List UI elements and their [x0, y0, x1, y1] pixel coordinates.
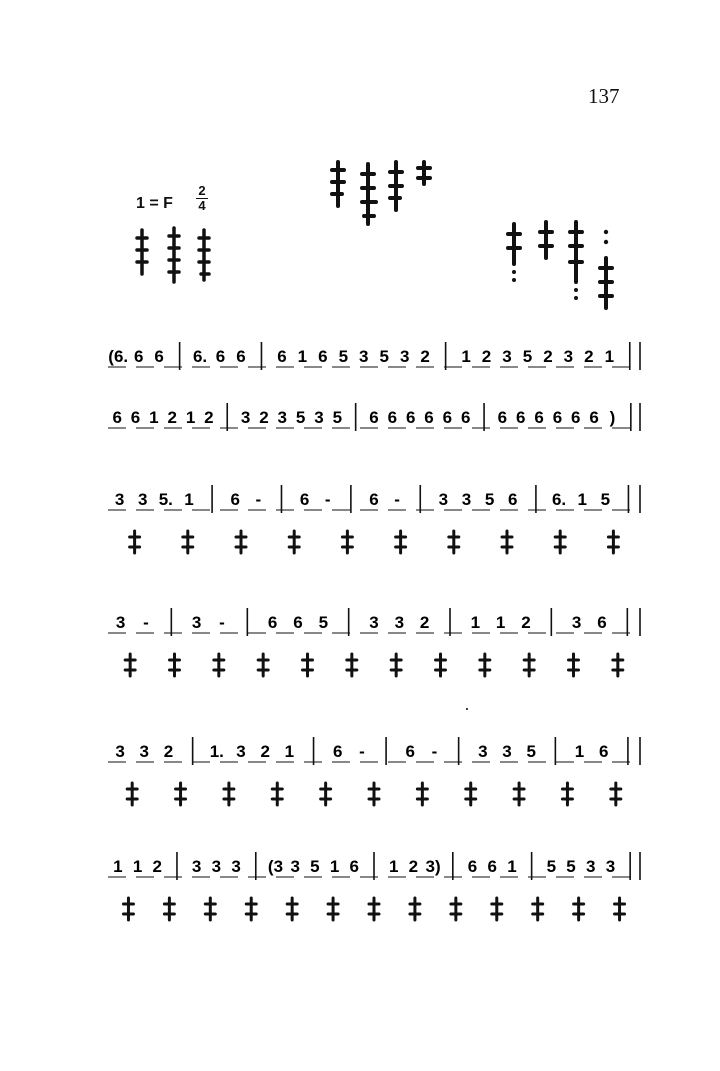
- time-signature-top: 2: [198, 183, 206, 198]
- score-note: 3: [236, 742, 246, 761]
- score-note: 3: [191, 613, 202, 632]
- lyric-glyph: [466, 783, 476, 805]
- score-note: 2: [481, 347, 492, 366]
- score-note: 5: [522, 347, 533, 366]
- lyric-glyph: [369, 783, 379, 805]
- lyric-glyph: [396, 531, 406, 553]
- score-note: 3: [478, 742, 488, 761]
- score-note: 1: [184, 490, 194, 509]
- score-note: 6: [387, 408, 398, 427]
- score-note: 6: [598, 742, 609, 761]
- score-note: (3: [267, 857, 284, 876]
- score-note: 2: [260, 742, 270, 761]
- score-note: 2: [420, 347, 430, 366]
- score-note: 1: [149, 408, 159, 427]
- score-note: 6: [487, 857, 497, 876]
- score-note: 3: [359, 347, 369, 366]
- score-note: 3: [369, 613, 379, 632]
- score-note: 1: [470, 613, 481, 632]
- score-note: 1: [284, 742, 295, 761]
- lyric-glyph: [562, 783, 572, 805]
- score-note: 1: [577, 490, 587, 509]
- score-note: 5: [338, 347, 349, 366]
- score-note: 3: [571, 613, 582, 632]
- score-note: 6: [230, 490, 240, 509]
- score-note: 6: [112, 408, 122, 427]
- score-note: 6: [318, 347, 328, 366]
- lyric-glyph: [183, 531, 193, 553]
- score-note: 3: [605, 857, 616, 876]
- score-note: 1: [461, 347, 471, 366]
- score-note: 3: [394, 613, 405, 632]
- lyric-glyph: [611, 783, 621, 805]
- score-note: 2: [167, 408, 177, 427]
- score-note: 3: [115, 613, 126, 632]
- lyric-glyph: [524, 654, 534, 676]
- lyric-glyph: [574, 898, 584, 920]
- lyric-glyph: [164, 898, 174, 920]
- score-note: 3: [461, 490, 472, 509]
- lyric-glyph: [436, 654, 446, 676]
- lyric-glyph: [205, 898, 215, 920]
- score-note: 6: [293, 613, 303, 632]
- score-note: -: [359, 742, 365, 761]
- score-note: 3: [211, 857, 222, 876]
- lyric-glyph: [492, 898, 502, 920]
- lyric-glyph: [514, 783, 524, 805]
- score-note: 6: [130, 408, 141, 427]
- lyric-glyph: [391, 654, 401, 676]
- score-note: 6: [277, 347, 287, 366]
- score-note: 6: [442, 408, 453, 427]
- score-note: 2: [543, 347, 553, 366]
- score-note: 1: [132, 857, 143, 876]
- score-note: 3: [586, 857, 596, 876]
- lyric-glyph: [342, 531, 352, 553]
- page-number: 137: [588, 84, 620, 108]
- lyric-glyph: [613, 654, 623, 676]
- lyric-glyph: [125, 654, 135, 676]
- score-note: -: [324, 490, 331, 509]
- score-note: 6: [571, 408, 581, 427]
- score-note: ): [609, 408, 616, 427]
- lyric-glyph: [289, 531, 299, 553]
- score-note: 1: [113, 857, 123, 876]
- score-note: 5: [546, 857, 557, 876]
- score-note: 1: [495, 613, 506, 632]
- score-note: 1: [388, 857, 399, 876]
- lyric-glyph: [480, 654, 490, 676]
- lyric-glyph: [272, 783, 282, 805]
- score-note: 2: [204, 408, 214, 427]
- score-note: 3): [425, 857, 441, 876]
- lyric-glyph: [123, 898, 133, 920]
- score-note: 1: [297, 347, 308, 366]
- score-note: 5: [379, 347, 389, 366]
- score-note: 6.: [192, 347, 208, 366]
- score-note: 2: [259, 408, 269, 427]
- score-note: 3: [191, 857, 202, 876]
- stray-dot: [466, 708, 468, 710]
- score-note: 5: [600, 490, 611, 509]
- lyric-glyph: [615, 898, 625, 920]
- score-note: 6: [369, 408, 379, 427]
- score-note: 3: [399, 347, 410, 366]
- lyric-glyph: [176, 783, 186, 805]
- score-note: 5: [566, 857, 576, 876]
- lyric-glyph: [569, 654, 579, 676]
- lyric-glyph: [328, 898, 338, 920]
- score-note: 3: [231, 857, 241, 876]
- lyric-glyph: [303, 654, 313, 676]
- score-note: 2: [152, 857, 162, 876]
- score-note: 3: [240, 408, 251, 427]
- lyric-glyph: [410, 898, 420, 920]
- score-note: 6: [534, 408, 544, 427]
- lyric-glyph: [246, 898, 256, 920]
- score-note: -: [431, 742, 438, 761]
- score-note: 6: [508, 490, 518, 509]
- score-note: 5: [484, 490, 495, 509]
- score-note: 6: [215, 347, 226, 366]
- score-note: 1: [604, 347, 615, 366]
- score-note: 5: [318, 613, 329, 632]
- score-note: 6: [133, 347, 144, 366]
- lyric-glyph: [224, 783, 234, 805]
- lyric-glyph: [369, 898, 379, 920]
- score-note: 6: [589, 408, 599, 427]
- score-note: 1: [185, 408, 196, 427]
- score-note: 5: [526, 742, 536, 761]
- score-note: -: [394, 490, 400, 509]
- score-note: 1: [329, 857, 340, 876]
- score-note: 6: [267, 613, 278, 632]
- score-note: 3: [438, 490, 449, 509]
- score-note: 3: [502, 347, 512, 366]
- score-note: 3: [139, 742, 150, 761]
- score-note: -: [219, 613, 225, 632]
- score-note: 6: [460, 408, 471, 427]
- score-note: 6: [299, 490, 310, 509]
- lyric-glyph: [236, 531, 246, 553]
- score-note: 6: [467, 857, 478, 876]
- lyric-glyph: [214, 654, 224, 676]
- score-note: 6: [154, 347, 164, 366]
- lyric-glyph: [608, 531, 618, 553]
- score-note: 2: [163, 742, 174, 761]
- score-note: 6: [405, 408, 416, 427]
- score-note: 3: [115, 742, 125, 761]
- lyric-glyph: [130, 531, 140, 553]
- score-note: 5.: [158, 490, 173, 509]
- lyric-glyph: [127, 783, 137, 805]
- score-note: 3: [277, 408, 288, 427]
- score-note: 6: [516, 408, 526, 427]
- score-note: 1: [507, 857, 517, 876]
- score-note: 6: [369, 490, 379, 509]
- score-note: 6: [424, 408, 434, 427]
- score-note: 6: [552, 408, 563, 427]
- lyric-glyph: [287, 898, 297, 920]
- score-note: 2: [419, 613, 430, 632]
- score-note: 5: [332, 408, 343, 427]
- score-note: -: [255, 490, 262, 509]
- score-note: -: [143, 613, 149, 632]
- score-note: 3: [563, 347, 574, 366]
- score-note: 6: [405, 742, 416, 761]
- lyric-glyph: [449, 531, 459, 553]
- lyric-glyph: [451, 898, 461, 920]
- score-note: 2: [408, 857, 419, 876]
- score-note: 5: [295, 408, 306, 427]
- score-note: 3: [502, 742, 512, 761]
- score-note: 3: [314, 408, 324, 427]
- score-note: 1: [574, 742, 585, 761]
- score-note: 1.: [209, 742, 224, 761]
- score-note: 3: [290, 857, 300, 876]
- score-note: 6: [497, 408, 508, 427]
- lyric-glyph: [321, 783, 331, 805]
- time-signature-bottom: 4: [198, 198, 206, 213]
- lyric-glyph: [417, 783, 427, 805]
- score-note: 2: [584, 347, 594, 366]
- lyric-glyph: [347, 654, 357, 676]
- score-note: 6: [332, 742, 343, 761]
- lyric-glyph: [533, 898, 543, 920]
- score-note: 6: [349, 857, 360, 876]
- lyric-glyph: [502, 531, 512, 553]
- score-note: 5: [310, 857, 320, 876]
- score-note: 6: [236, 347, 246, 366]
- lyric-glyph: [555, 531, 565, 553]
- lyric-glyph: [258, 654, 268, 676]
- lyric-glyph: [170, 654, 180, 676]
- score-note: 3: [137, 490, 148, 509]
- key-signature: 1 = F: [136, 195, 173, 212]
- score-note: 2: [521, 613, 531, 632]
- score-note: 6: [597, 613, 607, 632]
- score-note: 6.: [551, 490, 567, 509]
- score-note: 3: [114, 490, 125, 509]
- score-note: (6.: [108, 347, 129, 366]
